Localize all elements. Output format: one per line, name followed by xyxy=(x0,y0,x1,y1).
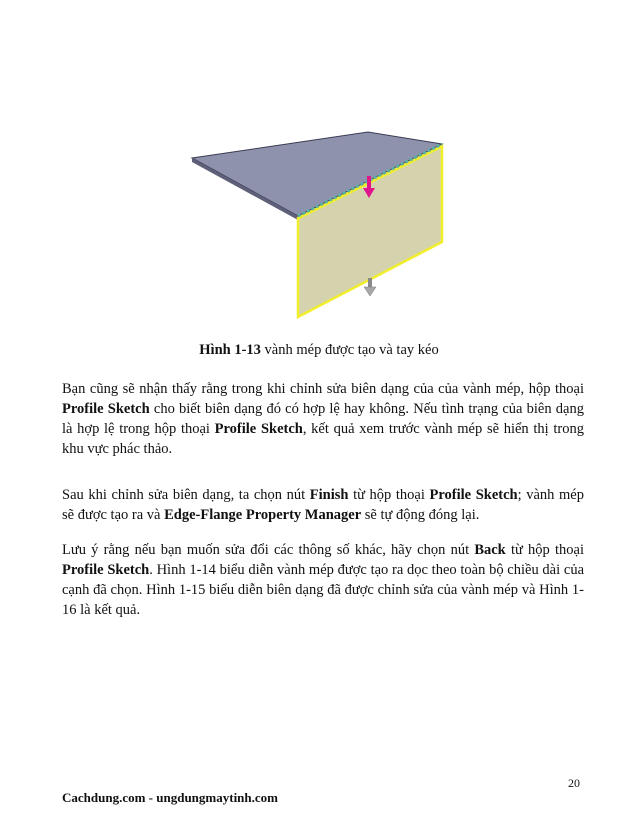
bold-term: Back xyxy=(474,542,506,558)
text-run: từ hộp thoại xyxy=(348,487,430,503)
bold-term: Edge-Flange Property Manager xyxy=(164,507,362,523)
caption-label: Hình 1-13 xyxy=(199,342,261,358)
flange-figure xyxy=(180,130,460,330)
text-run: Sau khi chỉnh sửa biên dạng, ta chọn nút xyxy=(62,487,310,503)
text-run: từ hộp thoại xyxy=(505,542,584,558)
page-number: 20 xyxy=(568,776,580,790)
text-run: Lưu ý rằng nếu bạn muốn sửa đổi các thông số khác, hãy chọn nút xyxy=(62,542,475,558)
bold-term: Profile Sketch xyxy=(62,562,150,578)
paragraph-2 xyxy=(62,485,584,525)
text-run: ; vành mép sẽ được tạo ra và xyxy=(62,487,584,523)
text-run: sẽ tự động đóng lại. xyxy=(361,507,480,523)
edge-flange-illustration xyxy=(180,130,460,330)
text-run: cho biết biên dạng đó có hợp lệ hay không. Nếu tình trạng của biên dạng là hợp lệ trong hộp thoại xyxy=(62,401,584,437)
bold-term: Finish xyxy=(309,487,349,503)
paragraph-1 xyxy=(62,379,584,459)
paragraph-3 xyxy=(62,540,584,620)
caption-text: vành mép được tạo và tay kéo xyxy=(260,342,439,358)
text-run: . Hình 1-14 biểu diễn vành mép được tạo ra dọc theo toàn bộ chiều dài của cạnh đã chọn. Hình 1-15 biểu diễn biên dạng đã được chỉnh sửa của vành mép và Hình 1-16 là kết quả. xyxy=(62,562,584,618)
bold-term: Profile Sketch xyxy=(429,487,518,503)
bold-term: Profile Sketch xyxy=(62,401,150,417)
text-run: Bạn cũng sẽ nhận thấy rằng trong khi chỉnh sửa biên dạng của của vành mép, hộp thoại xyxy=(62,381,584,397)
bold-term: Profile Sketch xyxy=(214,421,303,437)
text-run: , kết quả xem trước vành mép sẽ hiển thị trong khu vực phác thảo. xyxy=(62,421,584,457)
footer-text: Cachdung.com - ungdungmaytinh.com xyxy=(62,790,278,805)
figure-caption xyxy=(0,342,638,359)
